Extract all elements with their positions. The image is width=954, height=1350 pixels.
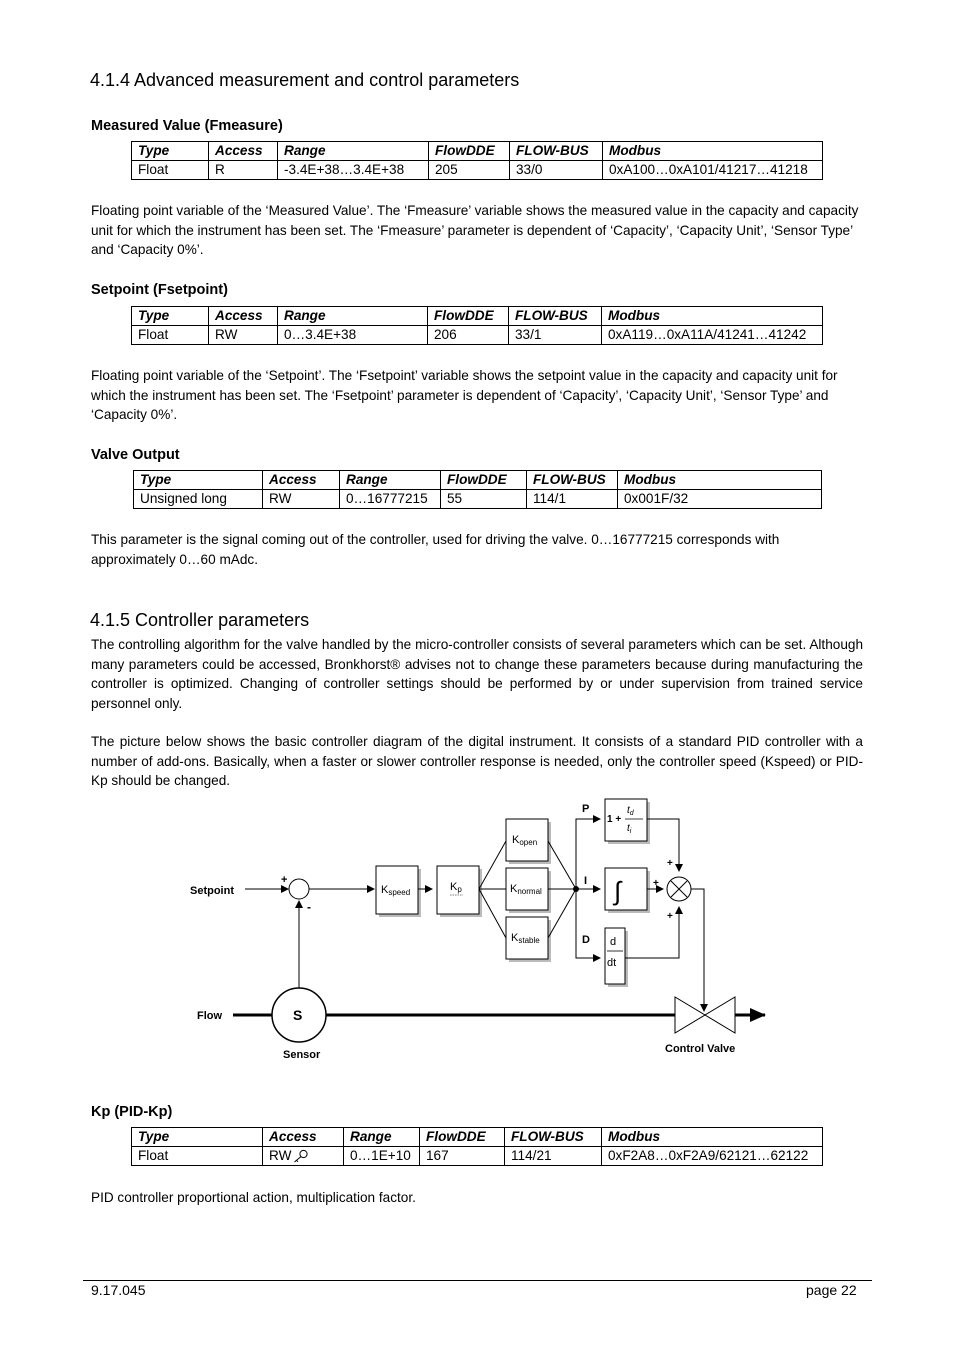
setpoint-table <box>131 306 823 345</box>
cell-modbus: 0xF2A8…0xF2A9/62121…62122 <box>602 1147 823 1166</box>
kp-description: PID controller proportional action, multiplication factor. <box>91 1190 416 1205</box>
table-row <box>132 1147 823 1166</box>
header-range: Range <box>340 471 441 490</box>
kspeed-label: Kspeed <box>381 884 411 897</box>
d-block-denominator: dt <box>607 957 617 969</box>
p-output-line <box>647 819 679 871</box>
cell-type: Float <box>132 326 209 345</box>
header-type: Type <box>134 471 263 490</box>
measured-value-table <box>131 141 823 180</box>
cell-type: Float <box>132 1147 263 1166</box>
table-header-row <box>132 307 823 326</box>
section-heading-4-1-5: 4.1.5 Controller parameters <box>90 610 310 630</box>
table-header-row <box>132 142 823 161</box>
cell-type: Unsigned long <box>134 490 263 509</box>
fan-in-stable <box>548 889 576 938</box>
header-access: Access <box>209 142 278 161</box>
p-branch-line <box>576 819 600 889</box>
section-heading-4-1-4: 4.1.4 Advanced measurement and control parameters <box>90 70 520 90</box>
fan-out-open <box>479 841 506 889</box>
d-branch-line <box>576 889 600 958</box>
footer-divider <box>83 1280 872 1281</box>
header-type: Type <box>132 1128 263 1147</box>
valve-output-description: This parameter is the signal coming out of the controller, used for driving the valve. 0…16777215 corresponds with approximately 0…60 mAdc. <box>91 532 780 567</box>
cell-flowdde: 55 <box>441 490 527 509</box>
header-modbus: Modbus <box>603 142 823 161</box>
cell-range: 0…1E+10 <box>344 1147 420 1166</box>
kstable-label: Kstable <box>511 932 540 945</box>
cell-access: RW <box>209 326 278 345</box>
cell-flowdde: 206 <box>428 326 509 345</box>
cell-flowdde: 167 <box>420 1147 505 1166</box>
table-header-row <box>132 1128 823 1147</box>
cell-flowbus: 114/1 <box>527 490 618 509</box>
integral-icon: ∫ <box>614 876 622 906</box>
setpoint-title: Setpoint (Fsetpoint) <box>91 282 228 298</box>
sensor-label: Sensor <box>283 1049 321 1061</box>
controller-diagram-paragraph: The picture below shows the basic controller diagram of the digital instrument. It consists of a standard PID controller with a number of add-ons. Basically, when a faster or slower controller response is needed, only the controller speed (Kspeed) or PID-Kp should be changed. <box>91 734 863 789</box>
i-label: I <box>584 875 588 887</box>
fan-in-open <box>548 841 576 889</box>
header-flowdde: FlowDDE <box>420 1128 505 1147</box>
cell-access-text: RW <box>269 1148 292 1163</box>
footer-page-number: page 22 <box>806 1282 857 1298</box>
header-access: Access <box>263 1128 344 1147</box>
cell-flowbus: 33/0 <box>510 161 603 180</box>
sensor-symbol: S <box>293 1007 303 1023</box>
cell-access: RW <box>263 490 340 509</box>
table-header-row <box>134 471 822 490</box>
plus-sign: + <box>281 874 288 886</box>
cell-access <box>263 1147 344 1166</box>
i-block <box>605 868 647 910</box>
cell-type: Float <box>132 161 209 180</box>
cell-modbus: 0xA100…0xA101/41217…41218 <box>603 161 823 180</box>
header-range: Range <box>278 307 428 326</box>
header-flowdde: FlowDDE <box>441 471 527 490</box>
table-row <box>132 326 823 345</box>
cell-range: 0…16777215 <box>340 490 441 509</box>
header-range: Range <box>344 1128 420 1147</box>
cell-range: 0…3.4E+38 <box>278 326 428 345</box>
p-block-numerator: $t_d$ <box>627 805 634 817</box>
header-flowdde: FlowDDE <box>429 142 510 161</box>
i-plus-sign: + <box>653 878 659 889</box>
p-block-one-plus: 1 + <box>607 814 622 825</box>
header-access: Access <box>209 307 278 326</box>
summing-junction <box>289 879 309 899</box>
controller-intro-paragraph: The controlling algorithm for the valve handled by the micro-controller consists of several parameters which can be set. Although many parameters could be accessed, Bronkhorst® advises not to change these parameters because during manufacturing the controller is optimized. Changing of controller settings should be performed by or under supervision from trained service personnel only. <box>91 637 863 711</box>
key-icon <box>293 1149 309 1163</box>
setpoint-description: Floating point variable of the ‘Setpoint’. The ‘Fsetpoint’ variable shows the setpoint value in the capacity and capacity unit for which the instrument has been set. The ‘Fsetpoint’ parameter is dependent of ‘Capacity’, ‘Capacity Unit’, ‘Sensor Type’ and ‘Capacity 0%’. <box>91 368 838 423</box>
p-plus-sign: + <box>667 858 673 869</box>
cell-modbus: 0x001F/32 <box>618 490 822 509</box>
header-flowbus: FLOW-BUS <box>505 1128 602 1147</box>
knormal-label: Knormal <box>510 883 542 896</box>
header-type: Type <box>132 307 209 326</box>
kp-table <box>131 1127 823 1166</box>
header-flowbus: FLOW-BUS <box>527 471 618 490</box>
header-modbus: Modbus <box>602 1128 823 1147</box>
cell-flowbus: 33/1 <box>509 326 602 345</box>
valve-output-table <box>133 470 822 509</box>
valve-right-triangle <box>705 997 735 1033</box>
flow-label: Flow <box>197 1010 223 1022</box>
valve-output-title: Valve Output <box>91 447 180 463</box>
d-block-numerator: d <box>610 936 617 948</box>
valve-drive-line <box>691 889 704 1011</box>
header-flowdde: FlowDDE <box>428 307 509 326</box>
measured-value-description: Floating point variable of the ‘Measured Value’. The ‘Fmeasure’ variable shows the measured value in the capacity and capacity unit for which the instrument has been set. The ‘Fmeasure’ parameter is dependent of ‘Capacity’, ‘Capacity Unit’, ‘Sensor Type’ and ‘Capacity 0%’. <box>91 203 859 258</box>
cell-flowbus: 114/21 <box>505 1147 602 1166</box>
controller-diagram <box>180 795 780 1070</box>
cell-range: -3.4E+38…3.4E+38 <box>278 161 429 180</box>
setpoint-label: Setpoint <box>190 885 234 897</box>
measured-value-title: Measured Value (Fmeasure) <box>91 118 283 134</box>
header-modbus: Modbus <box>602 307 823 326</box>
table-row <box>134 490 822 509</box>
fan-out-stable <box>479 889 506 938</box>
cell-flowdde: 205 <box>429 161 510 180</box>
table-row <box>132 161 823 180</box>
header-type: Type <box>132 142 209 161</box>
header-modbus: Modbus <box>618 471 822 490</box>
p-block-denominator: $t_i$ <box>627 823 632 835</box>
d-plus-sign: + <box>667 911 673 922</box>
cell-access: R <box>209 161 278 180</box>
kopen-label: Kopen <box>512 834 538 847</box>
p-label: P <box>582 803 590 815</box>
kp-title: Kp (PID-Kp) <box>91 1104 173 1120</box>
header-flowbus: FLOW-BUS <box>510 142 603 161</box>
d-label: D <box>582 934 590 946</box>
control-valve-label: Control Valve <box>665 1043 736 1055</box>
header-flowbus: FLOW-BUS <box>509 307 602 326</box>
header-range: Range <box>278 142 429 161</box>
kp-label: Kp <box>450 881 462 894</box>
header-access: Access <box>263 471 340 490</box>
valve-left-triangle <box>675 997 705 1033</box>
cell-modbus: 0xA119…0xA11A/41241…41242 <box>602 326 823 345</box>
footer-doc-number: 9.17.045 <box>91 1282 146 1298</box>
minus-sign: - <box>307 900 311 914</box>
